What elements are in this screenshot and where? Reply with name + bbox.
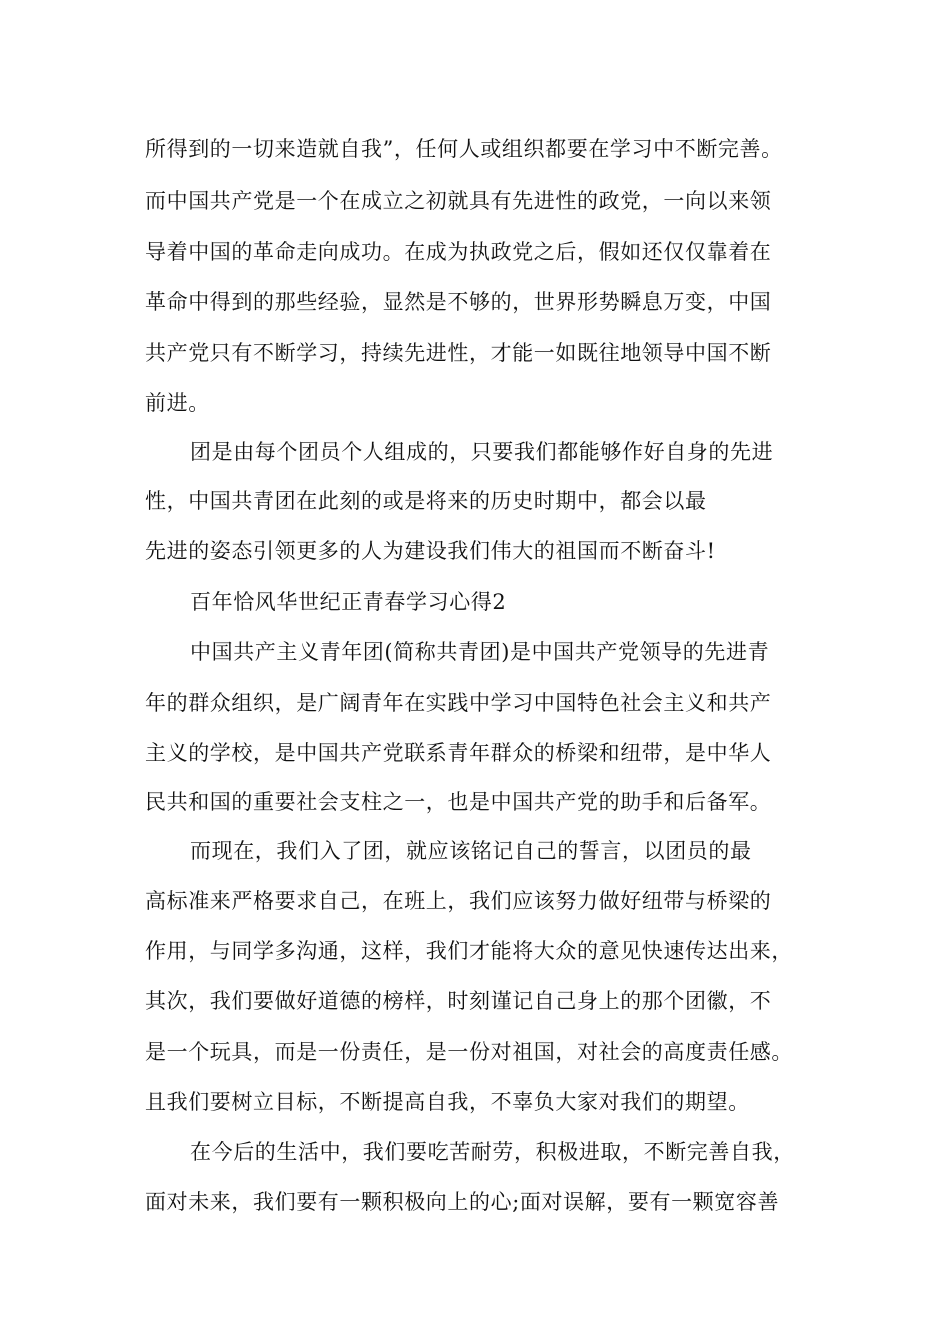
paragraph-first-line: 而现在，我们入了团，就应该铭记自己的誓言，以团员的最 — [190, 839, 752, 863]
text-line: 主义的学校，是中国共产党联系青年群众的桥梁和纽带，是中华人 — [145, 741, 772, 765]
text-line: 高标准来严格要求自己，在班上，我们应该努力做好纽带与桥梁的 — [145, 889, 772, 913]
text-line: 所得到的一切来造就自我”，任何人或组织都要在学习中不断完善。 — [145, 137, 783, 161]
text-line: 面对未来，我们要有一颗积极向上的心;面对误解，要有一颗宽容善 — [145, 1190, 780, 1214]
paragraph-first-line: 中国共产主义青年团(简称共青团)是中国共产党领导的先进青 — [190, 640, 770, 664]
text-line: 是一个玩具，而是一份责任，是一份对祖国，对社会的高度责任感。 — [145, 1040, 793, 1064]
text-line: 导着中国的革命走向成功。在成为执政党之后，假如还仅仅靠着在 — [145, 240, 772, 264]
text-line: 而中国共产党是一个在成立之初就具有先进性的政党，一向以来领 — [145, 189, 772, 213]
text-line: 革命中得到的那些经验，显然是不够的，世界形势瞬息万变，中国 — [145, 290, 772, 314]
section-heading: 百年恰风华世纪正青春学习心得2 — [190, 590, 507, 614]
paragraph-first-line: 团是由每个团员个人组成的，只要我们都能够作好自身的先进 — [190, 440, 774, 464]
text-line: 性，中国共青团在此刻的或是将来的历史时期中，都会以最 — [145, 489, 707, 513]
text-line: 先进的姿态引领更多的人为建设我们伟大的祖国而不断奋斗! — [145, 539, 716, 563]
text-line: 作用，与同学多沟通，这样，我们才能将大众的意见快速传达出来， — [145, 939, 793, 963]
text-line: 年的群众组织，是广阔青年在实践中学习中国特色社会主义和共产 — [145, 691, 772, 715]
text-line: 且我们要树立目标，不断提高自我，不辜负大家对我们的期望。 — [145, 1090, 750, 1114]
text-line: 其次，我们要做好道德的榜样，时刻谨记自己身上的那个团徽，不 — [145, 989, 772, 1013]
paragraph-first-line: 在今后的生活中，我们要吃苦耐劳，积极进取，不断完善自我， — [190, 1140, 795, 1164]
text-line: 前进。 — [145, 391, 210, 415]
text-line: 民共和国的重要社会支柱之一，也是中国共产党的助手和后备军。 — [145, 790, 772, 814]
text-line: 共产党只有不断学习，持续先进性，才能一如既往地领导中国不断 — [145, 341, 772, 365]
